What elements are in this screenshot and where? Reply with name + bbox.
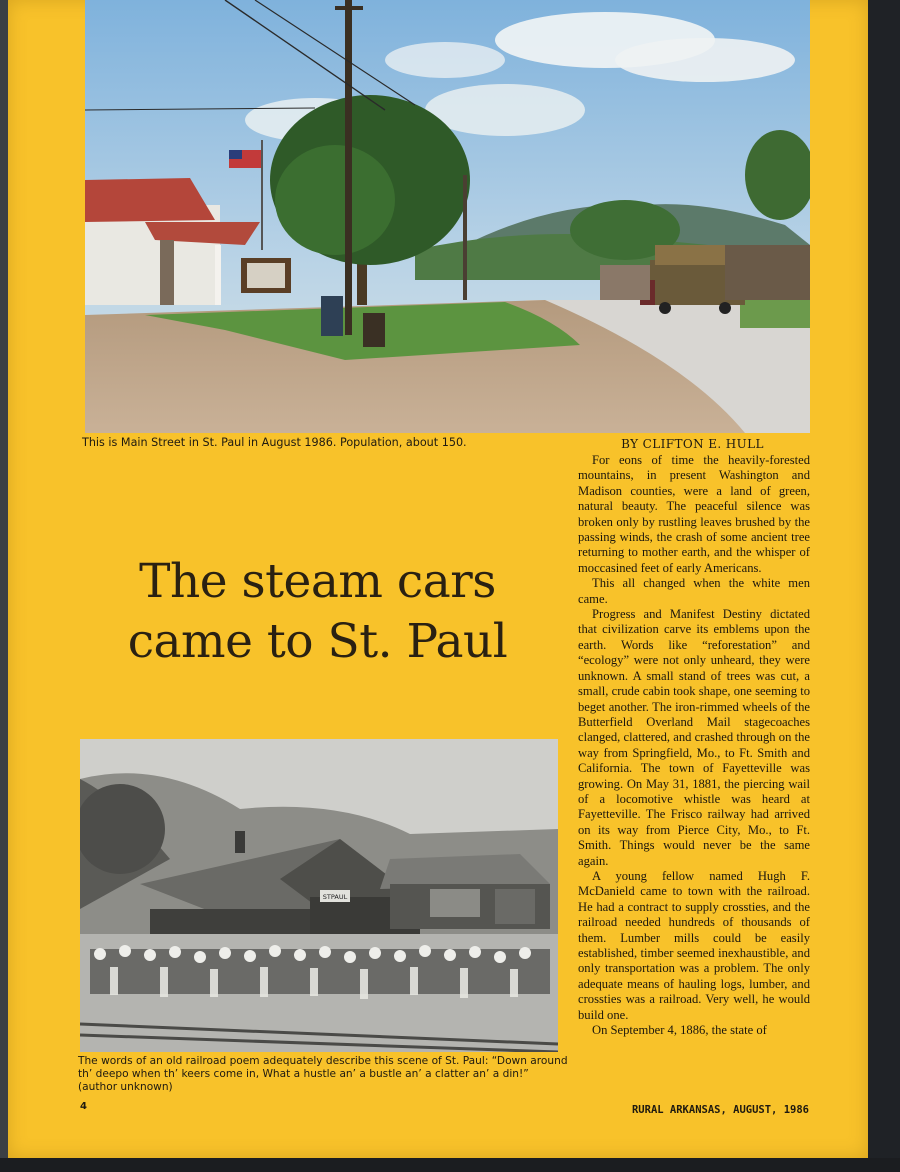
magazine-footer: RURAL ARKANSAS, AUGUST, 1986 [631, 1104, 809, 1116]
title-line-2: came to St. Paul [127, 614, 508, 669]
depot-crowd-caption: The words of an old railroad poem adequately describe this scene of St. Paul: “Down around th’ deepo when th’ keers come in, What a hustle an’ a bustle an’ a clatter an’ a din!” (author unknown) [78, 1055, 568, 1093]
depot-sign: STPAUL [322, 893, 348, 901]
article-paragraph: On September 4, 1886, the state of [592, 1023, 767, 1038]
byline: BY CLIFTON E. HULL [621, 437, 764, 451]
article-paragraph: Progress and Manifest Destiny dictated that civilization carve its emblems upon the earth. Words like “reforestation” and “ecology” were not only unheard, they were unknown. A small stand of trees was cut, a small, crude cabin took shape, one seeming to beget another. The iron-rimmed wheels of the Butterfield Overland Mail stagecoaches clanged, clattered, and crashed through on the way from Springfield, Mo., to Ft. Smith and California. The town of Fayetteville was growing. On May 31, 1881, the piercing wail of a locomotive whistle was heard at Fayetteville. The Frisco railway had arrived on its way from Pierce City, Mo., to Ft. Smith. Things would never be the same again. [578, 607, 810, 868]
scan-edge-right [868, 0, 900, 1172]
page-number: 4 [80, 1101, 87, 1112]
depot-crowd-photo [80, 739, 558, 1052]
article-paragraph: A young fellow named Hugh F. McDanield came to town with the railroad. He had a contract to supply crossties, and the railroad needed hundreds of thousands of them. Lumber mills could be easily established, timber seemed inexhaustible, and only transportation was a problem. The only adequate means of hauling logs, lumber, and crossties was a railroad. Very well, he would build one. [578, 868, 810, 1022]
main-street-caption: This is Main Street in St. Paul in August 1986. Population, about 150. [82, 436, 467, 449]
binding-spine [0, 0, 8, 1172]
main-street-photo [85, 0, 810, 433]
article-title [100, 552, 535, 672]
article-body [578, 453, 810, 1038]
article-paragraph: This all changed when the white men came. [578, 576, 810, 606]
scan-edge-bottom [0, 1158, 900, 1172]
article-paragraph: For eons of time the heavily-forested mountains, in present Washington and Madison counties, were a land of green, natural beauty. The peaceful silence was broken only by rustling leaves brushed by the passing winds, the crash of some ancient tree returning to mother earth, and the whisper of moccasined feet of early Americans. [578, 453, 810, 575]
title-line-1: The steam cars [139, 554, 496, 609]
